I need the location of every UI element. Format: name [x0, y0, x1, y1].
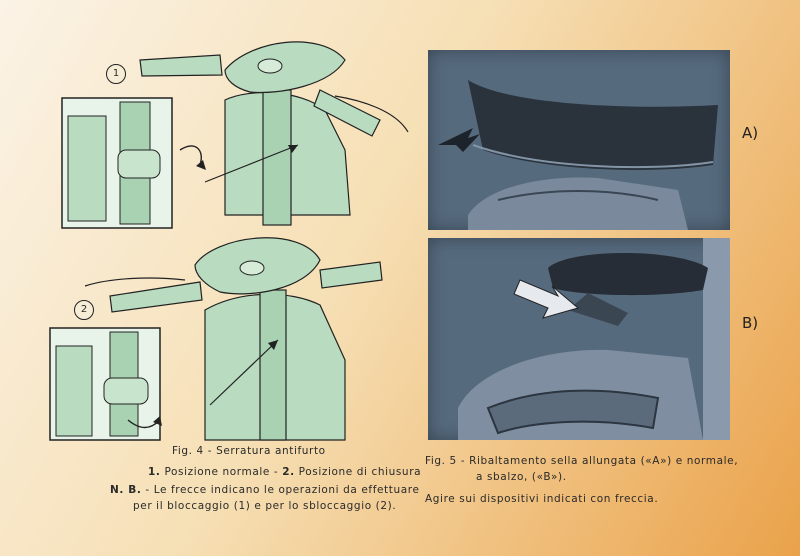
position-2-text: Posizione di chiusura	[294, 466, 422, 478]
label-a: A)	[742, 124, 759, 142]
label-b: B)	[742, 314, 759, 332]
fig5-caption-line2: a sbalzo, («B»).	[476, 471, 567, 483]
fig4-caption: Fig. 4 - Serratura antifurto	[172, 445, 326, 457]
fig4-nb-line2: per il bloccaggio (1) e per lo sbloccaggio (2).	[133, 500, 397, 512]
fig5-note: Agire sui dispositivi indicati con freccia.	[425, 493, 659, 505]
scooter-lock-illustration-closed	[50, 238, 382, 440]
nb-label: N. B.	[110, 484, 142, 496]
position-1-text: Posizione normale -	[160, 466, 283, 478]
fig4-positions	[148, 466, 421, 478]
fig5-caption-line1: Fig. 5 - Ribaltamento sella allungata («A») e normale,	[425, 455, 739, 467]
marker-1: 1	[106, 64, 126, 84]
fig4-nb-line1	[110, 484, 420, 496]
marker-2: 2	[74, 300, 94, 320]
arrow-icon	[438, 128, 480, 152]
position-1-number: 1.	[148, 466, 161, 478]
saddle-photo-b	[428, 238, 730, 440]
saddle-photo-a	[428, 50, 730, 230]
nb-text-1: - Le frecce indicano le operazioni da effettuare	[141, 484, 420, 496]
position-2-number: 2.	[282, 466, 295, 478]
